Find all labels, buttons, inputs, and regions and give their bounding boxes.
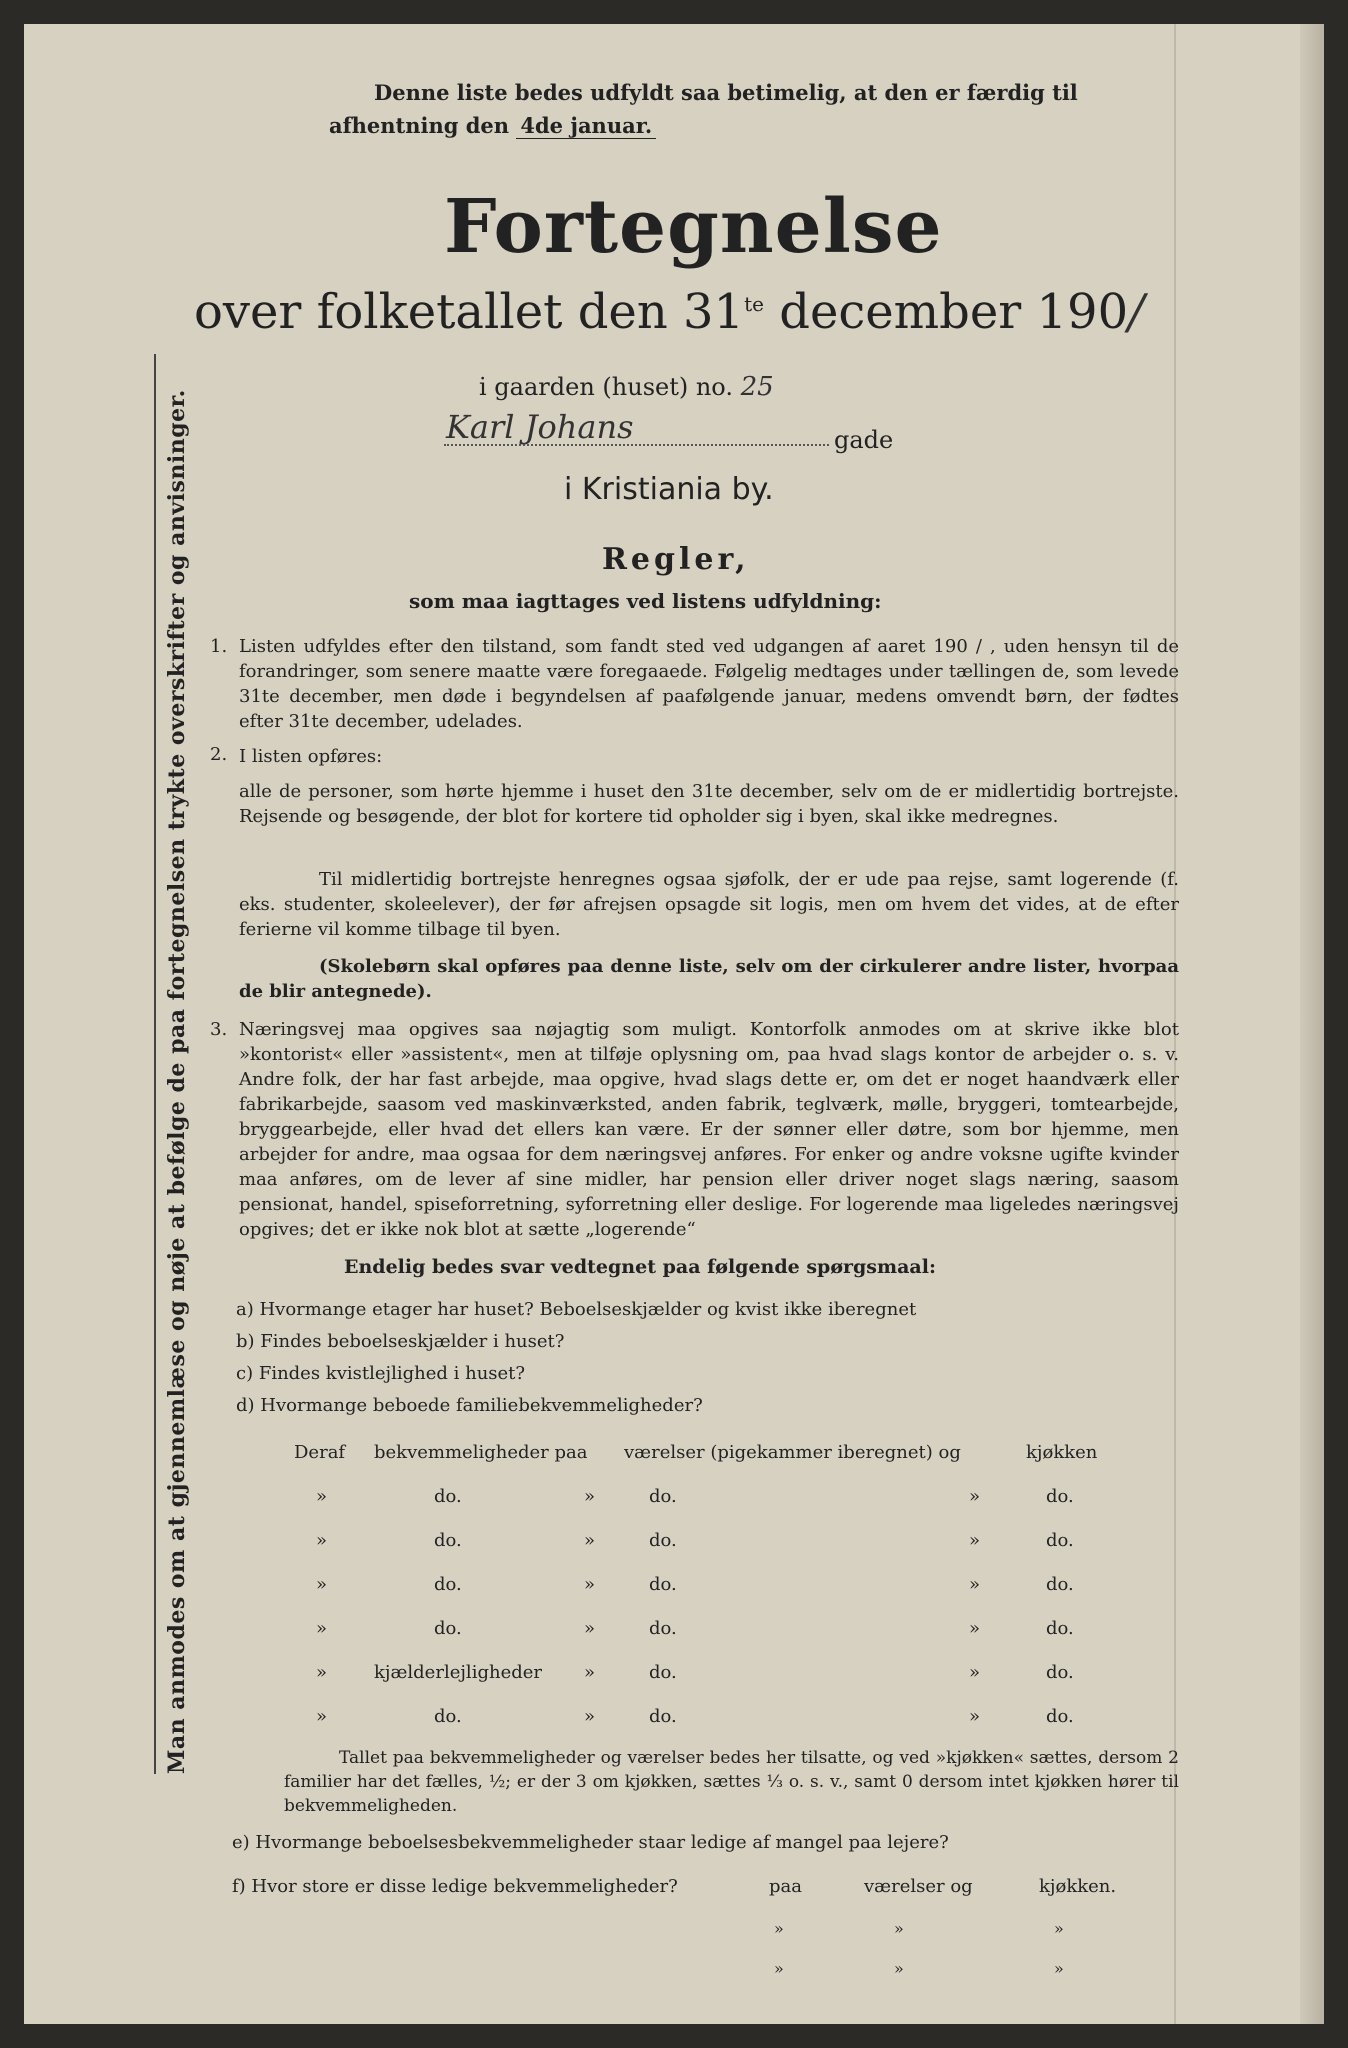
notice-prefix: afhentning den [329,113,510,138]
row-mark: » [584,1662,596,1683]
row-mark: » [584,1486,596,1507]
f-mark: » [1054,1919,1064,1938]
row-vaerelser: do. [649,1618,677,1639]
row-mark: » [316,1530,328,1551]
row-mark: » [969,1486,981,1507]
subtitle-prefix: over folketallet den 31 [194,284,745,340]
header-kjokken: kjøkken [1026,1442,1098,1463]
rule-3-number: 3. [210,1019,228,1040]
row-mark: » [584,1530,596,1551]
row-mark: » [316,1618,328,1639]
census-form-page [24,24,1324,2024]
question-c: c) Findes kvistlejlighed i huset? [236,1363,526,1384]
header-deraf: Deraf [294,1442,346,1463]
row-kjokken: do. [1046,1662,1074,1683]
street-dotted-line [444,444,829,446]
f-mark: » [1054,1959,1064,1978]
rule-2-intro: I listen opføres: [239,746,383,767]
rule-1-text: Listen udfyldes efter den tilstand, som fandt sted ved udgangen af aaret 190 / , uden hensyn til de forandringer, som senere maatte være foregaaede. Følgelig medtages under tællingen de, som levede 31te december, men døde i begyndelsen af paafølgende januar, medens omvendt børn, der fødtes efter 31te december, udelades. [239,636,1179,732]
gade-label: gade [834,426,894,454]
row-mark: » [969,1662,981,1683]
handwritten-year: / [1128,284,1145,340]
row-vaerelser: do. [649,1706,677,1727]
notice-line-1: Denne liste bedes udfyldt saa betimelig, at den er færdig til [374,80,1078,105]
rule-1-number: 1. [210,636,228,657]
row-mark: » [969,1618,981,1639]
table-row [294,1530,1154,1554]
row-mark: » [584,1618,596,1639]
row-kjokken: do. [1046,1618,1074,1639]
notice-line-2 [329,113,656,138]
rule-2-text-a: alle de personer, som hørte hjemme i huset den 31te december, selv om de er midlertidig bortrejste. Rejsende og besøgende, der blot for kortere tid opholder sig i byen, skal ikke medregnes. [239,781,1179,827]
table-header [294,1442,1154,1466]
question-a: a) Hvormange etager har huset? Beboelseskjælder og kvist ikke iberegnet [236,1299,917,1320]
row-mark: » [584,1574,596,1595]
rules-subheading: som maa iagttages ved listens udfyldning: [409,589,882,613]
row-mark: » [316,1662,328,1683]
f-paa: paa [769,1876,802,1897]
row-kjokken: do. [1046,1530,1074,1551]
table-row [294,1618,1154,1642]
rule-2-text-c: (Skolebørn skal opføres paa denne liste, selv om der cirkulerer andre lister, hvorpaa de blir antegnede). [239,956,1179,1002]
row-kjokken: do. [1046,1574,1074,1595]
row-kjokken: do. [1046,1706,1074,1727]
side-rule [154,354,156,1774]
question-d: d) Hvormange beboede familiebekvemmeligheder? [236,1395,703,1416]
subtitle-sup: te [744,292,764,316]
street-handwritten: Karl Johans [446,408,634,446]
tallet-note: Tallet paa bekvemmeligheder og værelser bedes her tilsatte, og ved »kjøkken« sættes, dersom 2 familier har det fælles, ½; er der 3 om kjøkken, sættes ⅓ o. s. v., samt 0 dersom intet kjøkken hører til bekvemmeligheden. [284,1748,1179,1816]
row-bekvem: do. [434,1618,462,1639]
row-mark: » [969,1706,981,1727]
row-vaerelser: do. [649,1574,677,1595]
row-kjokken: do. [1046,1486,1074,1507]
f-mark: » [894,1959,904,1978]
f-mark: » [774,1959,784,1978]
gaard-line [479,372,774,402]
row-mark: » [316,1486,328,1507]
side-instruction: Man anmodes om at gjennemlæse og nøje at befølge de paa fortegnelsen trykte overskrifter og anvisninger. [164,389,190,1774]
subtitle-suffix: december 190 [779,284,1129,340]
question-b: b) Findes beboelseskjælder i huset? [236,1331,565,1352]
notice-date: 4de januar. [516,113,656,139]
header-bekvemmeligheder: bekvemmeligheder paa [374,1442,588,1463]
row-vaerelser: do. [649,1486,677,1507]
table-row [294,1574,1154,1598]
header-vaerelser: værelser (pigekammer iberegnet) og [624,1442,961,1463]
row-bekvem: do. [434,1486,462,1507]
gaard-label: i gaarden (huset) no. [479,373,733,401]
f-kjokken: kjøkken. [1039,1876,1117,1897]
table-row [294,1662,1154,1686]
row-mark: » [969,1530,981,1551]
rule-2-text-b: Til midlertidig bortrejste henregnes ogsaa sjøfolk, der er ude paa rejse, samt logerende (f. eks. studenter, skoleelever), der før afrejsen opsagde sit logis, men om hvem det vides, at de efter ferierne vil komme tilbage til byen. [239,869,1179,940]
question-e: e) Hvormange beboelsesbekvemmeligheder staar ledige af mangel paa lejere? [232,1832,949,1853]
questions-heading: Endelig bedes svar vedtegnet paa følgende spørgsmaal: [344,1256,936,1278]
f-mark: » [774,1919,784,1938]
row-mark: » [316,1706,328,1727]
paper-edge [1300,24,1324,2024]
row-vaerelser: do. [649,1662,677,1683]
table-row [294,1706,1154,1730]
gaard-number: 25 [740,372,774,402]
row-bekvem: kjælderlejligheder [374,1662,542,1683]
row-vaerelser: do. [649,1530,677,1551]
f-vaerelser: værelser og [864,1876,973,1897]
row-mark: » [584,1706,596,1727]
f-mark: » [894,1919,904,1938]
row-bekvem: do. [434,1574,462,1595]
row-bekvem: do. [434,1706,462,1727]
city-line: i Kristiania by. [564,472,774,507]
rule-3-text: Næringsvej maa opgives saa nøjagtig som muligt. Kontorfolk anmodes om at skrive ikke blot »kontorist« eller »assistent«, men at tilføje oplysning om, paa hvad slags kontor de arbejder o. s. v. Andre folk, der har fast arbejde, maa opgive, hvad slags dette er, om det er noget haandværk eller fabrikarbejde, saasom ved maskinværksted, anden fabrik, teglværk, mølle, bryggeri, tomtearbejde, bryggearbejde, eller hvad det ellers kan være. Er der sønner eller døtre, som bor hjemme, men arbejder for andre, maa ogsaa for dem næringsvej anføres. For enker og andre voksne ugifte kvinder maa anføres, om de lever af sine midler, har pension eller driver noget slags næring, saasom pensionat, handel, spiseforretning, syforretning eller deslige. For logerende maa ligeledes næringsvej opgives; det er ikke nok blot at sætte „logerende“ [239,1019,1179,1240]
question-f: f) Hvor store er disse ledige bekvemmeligheder? [232,1876,678,1897]
page-subtitle [194,284,1144,340]
row-mark: » [316,1574,328,1595]
row-bekvem: do. [434,1530,462,1551]
table-row [294,1486,1154,1510]
row-mark: » [969,1574,981,1595]
rule-2-number: 2. [210,744,228,765]
page-title: Fortegnelse [444,184,943,270]
rules-heading: Regler, [602,542,750,577]
